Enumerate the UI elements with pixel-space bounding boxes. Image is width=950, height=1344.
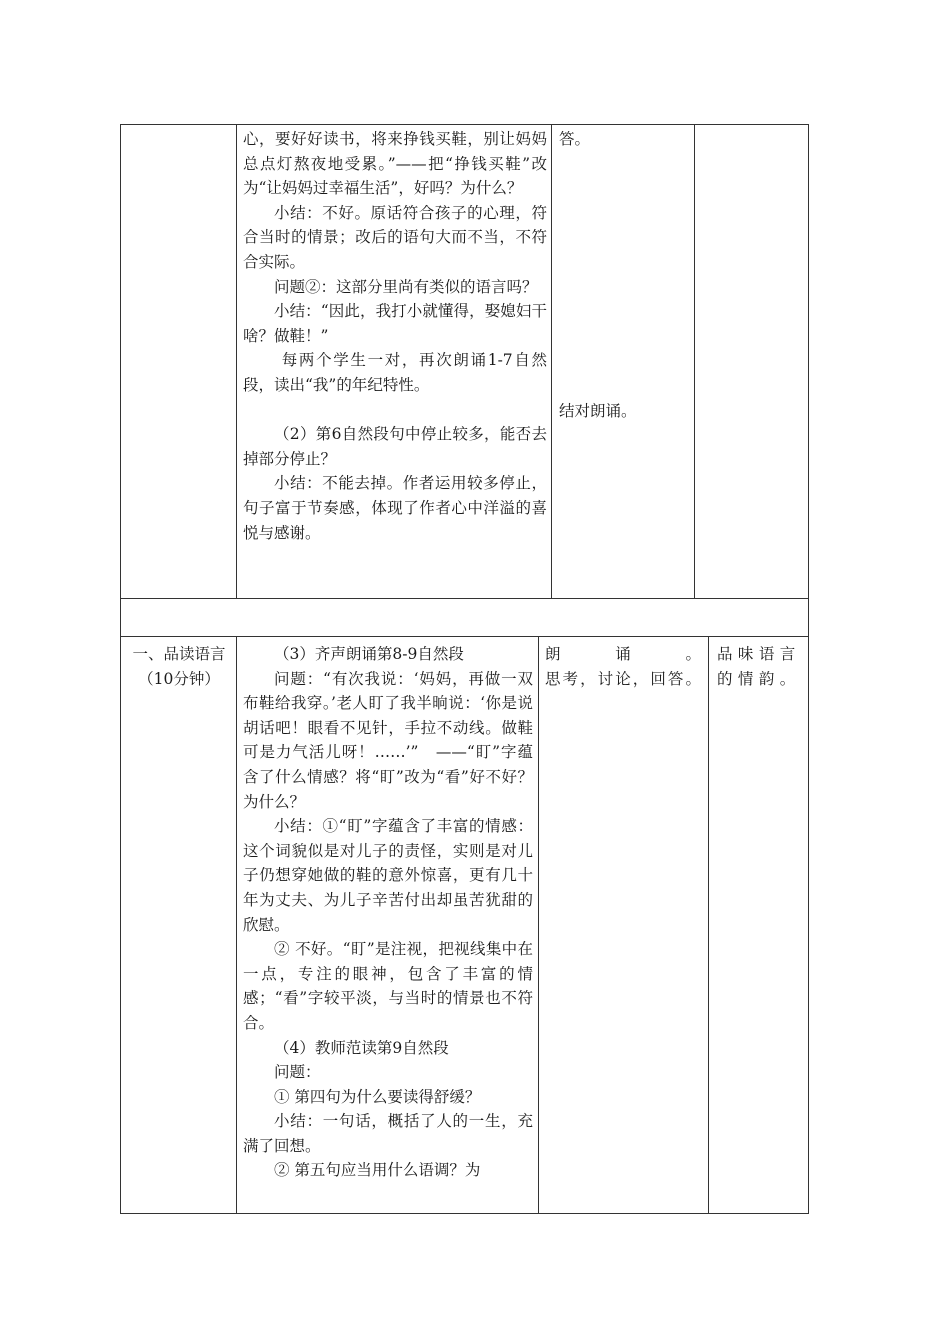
- upper-paragraph: 问题②：这部分里尚有类似的语言吗？: [274, 277, 538, 296]
- upper-paragraph: 小结：不好。原话符合孩子的心理，符合当时的情景；改后的语句大而不当，不符合实际。: [243, 203, 547, 271]
- lower-col3-cell: [545, 637, 701, 1213]
- lower-paragraph: （4）教师范读第9自然段: [274, 1038, 449, 1057]
- upper-paragraph: 小结：“因此，我打小就懂得，娶媳妇干啥？做鞋！”: [243, 302, 547, 345]
- upper-col3-mid-cell: [559, 399, 689, 598]
- section-title: 一、品读语言（10分钟）: [132, 645, 226, 688]
- lower-paragraph: 小结：一句话，概括了人的一生，充满了回想。: [243, 1112, 533, 1155]
- lower-col1-cell: [127, 637, 231, 1213]
- upper-col2-text: [243, 127, 547, 545]
- lower-col2-cell: [243, 637, 533, 1213]
- lower-paragraph: 小结：①“盯”字蕴含了丰富的情感：这个词貌似是对儿子的责怪，实则是对儿子仍想穿她做的鞋的意外惊喜，更有几十年为丈夫、为儿子辛苦付出却虽苦犹甜的欣慰。: [243, 817, 533, 934]
- lower-paragraph: ① 第四句为什么要读得舒缓？: [274, 1087, 481, 1106]
- lower-col2-text: [243, 642, 533, 1183]
- lower-table: [120, 636, 809, 1214]
- upper-col3-mid-text: 结对朗诵。: [559, 402, 637, 420]
- upper-table: [120, 124, 809, 599]
- upper-col2-cell: [243, 125, 547, 598]
- lower-paragraph: ② 不好。“盯”是注视，把视线集中在一点，专注的眼神，包含了丰富的情感；“看”字较平淡，与当时的情景也不符合。: [243, 940, 533, 1032]
- lower-divider-1: [236, 637, 237, 1213]
- lower-paragraph: ② 第五句应当用什么语调？为: [274, 1161, 481, 1180]
- upper-paragraph: 小结：不能去掉。作者运用较多停止，句子富于节奏感，体现了作者心中洋溢的喜悦与感谢。: [243, 474, 547, 542]
- lower-col3-text: 朗诵。 思考，讨论，回答。: [545, 645, 701, 688]
- lower-paragraph: 问题：“有次我说：‘妈妈，再做一双布鞋给我穿。’老人盯了我半晌说：‘你是说胡话吧！眼看不见针，手拉不动线。做鞋可是力气活儿呀！……’” ——“盯”字蕴含了什么情感？将“盯”改为“看”好不好？为什么？: [243, 669, 533, 811]
- upper-paragraph: （2）第6自然段句中停止较多，能否去掉部分停止？: [243, 425, 547, 468]
- upper-paragraph: 心，要好好读书，将来挣钱买鞋，别让妈妈总点灯熬夜地受累。”——把“挣钱买鞋”改为“让妈妈过幸福生活”，好吗？为什么？: [243, 130, 547, 198]
- upper-paragraph: 每两个学生一对，再次朗诵1-7自然段，读出“我”的年纪特性。: [243, 351, 547, 394]
- upper-divider-2: [551, 125, 552, 598]
- lower-col4-text: 品味语言的情韵。: [717, 645, 801, 688]
- upper-divider-1: [236, 125, 237, 598]
- lower-divider-2: [538, 637, 539, 1213]
- upper-divider-3: [694, 125, 695, 598]
- lower-divider-3: [708, 637, 709, 1213]
- lower-paragraph: 问题：: [274, 1063, 321, 1082]
- upper-col3-top-text: 答。: [559, 130, 591, 148]
- lower-paragraph: （3）齐声朗诵第8-9自然段: [274, 645, 464, 663]
- upper-paragraph: [243, 398, 547, 423]
- lower-col4-cell: [717, 637, 803, 1213]
- spacer-row: [120, 598, 809, 636]
